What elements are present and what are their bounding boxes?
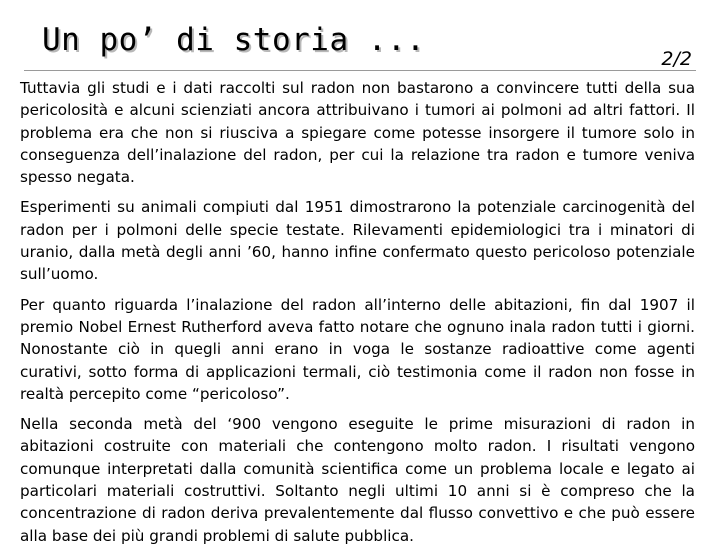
page-number: 2/2 [661,48,692,70]
paragraph-1: Tuttavia gli studi e i dati raccolti sul radon non bastarono a convincere tutti della sua pericolosità e alcuni scienziati ancora attribuivano i tumori ai polmoni ad altri fattori. Il problema era che non si riusciva a spiegare come potesse insorgere il tumore solo in conseguenza dell’inalazione del radon, per cui la relazione tra radon e tumore veniva spesso negata. [20,79,695,187]
title-divider [24,70,696,71]
paragraph-3: Per quanto riguarda l’inalazione del radon all’interno delle abitazioni, fin dal 1907 il premio Nobel Ernest Rutherford aveva fatto notare che ognuno inala radon tutti i giorni. Nonostante ciò in quegli anni erano in voga le sostanze radioattive come agenti curativi, sotto forma di applicazioni termali, ciò testimonia come il radon non fosse in realtà percepito come “pericoloso”. [20,295,695,403]
paragraph-4: Nella seconda metà del ‘900 vengono eseguite le prime misurazioni di radon in abitazioni costruite con materiali che contengono molto radon. I risultati vengono comunque interpretati dalla comunità scientifica come un problema locale e legato ai particolari materiali costruttivi. Soltanto negli ultimi 10 anni si è compreso che la concentrazione di radon deriva prevalentemente dal flusso convettivo e che può essere alla base dei più grandi problemi di salute pubblica. [20,415,695,545]
paragraph-2: Esperimenti su animali compiuti dal 1951 dimostrarono la potenziale carcinogenità del radon per i polmoni delle specie testate. Rilevamenti epidemiologici tra i minatori di uranio, dalla metà degli anni ’60, hanno infine confermato questo pericoloso potenziale sull’uomo. [20,198,695,284]
slide-body [20,77,695,555]
slide-title: Un po’ di storia ... [42,22,426,58]
